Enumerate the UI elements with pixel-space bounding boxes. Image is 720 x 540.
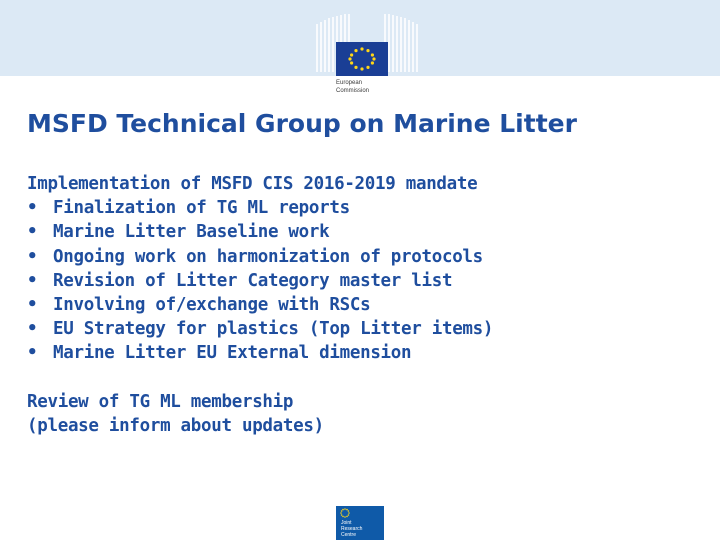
list-item (27, 196, 493, 220)
bullet-list (27, 196, 493, 365)
bullet-icon: • (27, 343, 38, 364)
list-item-text: EU Strategy for plastics (Top Litter items) (53, 319, 494, 340)
jrc-line3: Centre (341, 532, 357, 538)
commission-building-icon (311, 14, 423, 96)
bullet-icon: • (27, 222, 38, 243)
review-note: (please inform about updates) (27, 415, 324, 436)
bullet-icon: • (27, 295, 38, 316)
list-item (27, 269, 493, 293)
list-item (27, 245, 493, 269)
list-item-text: Ongoing work on harmonization of protocols (53, 246, 483, 267)
bullet-icon: • (27, 270, 38, 291)
list-item-text: Marine Litter Baseline work (53, 222, 330, 243)
list-item-text: Marine Litter EU External dimension (53, 343, 412, 364)
logo-caption-line2: Commission (336, 88, 370, 94)
list-item-text: Finalization of TG ML reports (53, 198, 350, 219)
review-block (27, 390, 493, 438)
list-item-text: Involving of/exchange with RSCs (53, 295, 371, 316)
logo-caption-line1: European (336, 80, 363, 86)
bullet-icon: • (27, 246, 38, 267)
jrc-line2: Research (341, 526, 363, 532)
intro-line: Implementation of MSFD CIS 2016-2019 mandate (27, 174, 478, 194)
eu-flag-icon (336, 42, 388, 76)
jrc-logo-icon (336, 506, 384, 540)
list-item (27, 317, 493, 341)
european-commission-logo (311, 14, 423, 96)
bullet-icon: • (27, 198, 38, 219)
jrc-logo (336, 506, 384, 540)
list-item-text: Revision of Litter Category master list (53, 270, 453, 291)
slide-body (27, 172, 493, 438)
bullet-icon: • (27, 319, 38, 340)
review-line: Review of TG ML membership (27, 391, 294, 412)
list-item (27, 220, 493, 244)
slide-title: MSFD Technical Group on Marine Litter (27, 109, 577, 138)
jrc-line1: Joint (341, 520, 352, 526)
list-item (27, 341, 493, 365)
list-item (27, 293, 493, 317)
